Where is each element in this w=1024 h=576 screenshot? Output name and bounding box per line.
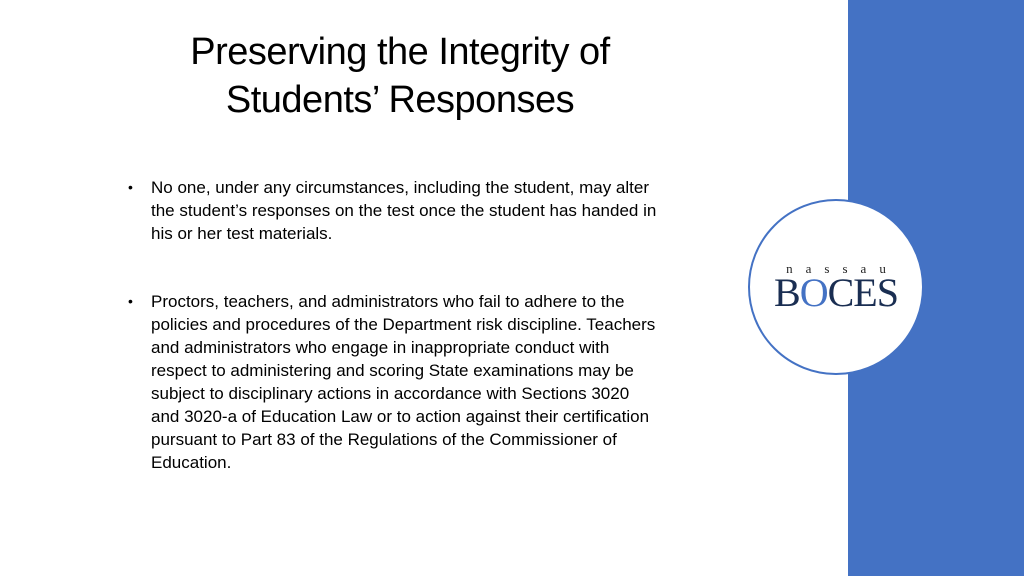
title-line-2: Students’ Responses bbox=[225, 79, 575, 121]
bullet-marker-icon: • bbox=[128, 179, 133, 195]
logo-nassau-text: nassau bbox=[786, 261, 899, 276]
logo-letter-b: B bbox=[774, 270, 800, 315]
logo-letters-ces: CES bbox=[827, 270, 898, 315]
logo-letter-o: O bbox=[799, 270, 828, 315]
bullet-text: No one, under any circumstances, including the student, may alter the student’s responses on the test once the student has handed in his or her test materials. bbox=[151, 178, 657, 243]
bullet-marker-icon: • bbox=[128, 293, 133, 309]
logo-boces-text bbox=[750, 270, 922, 315]
title-line-1: Preserving the Integrity of bbox=[190, 31, 610, 73]
bullet-list bbox=[128, 176, 658, 474]
bullet-item bbox=[128, 176, 658, 245]
slide-title bbox=[110, 28, 690, 124]
bullet-item bbox=[128, 290, 658, 474]
nassau-boces-logo bbox=[748, 199, 924, 375]
bullet-text: Proctors, teachers, and administrators who fail to adhere to the policies and procedures of the Department risk discipline. Teachers and administrators who engage in inappropriate conduct with respect to administering and scoring State examinations may be subject to disciplinary actions in accordance with Sections 3020 and 3020-a of Education Law or to action against their certification pursuant to Part 83 of the Regulations of the Commissioner of Education. bbox=[151, 292, 656, 472]
